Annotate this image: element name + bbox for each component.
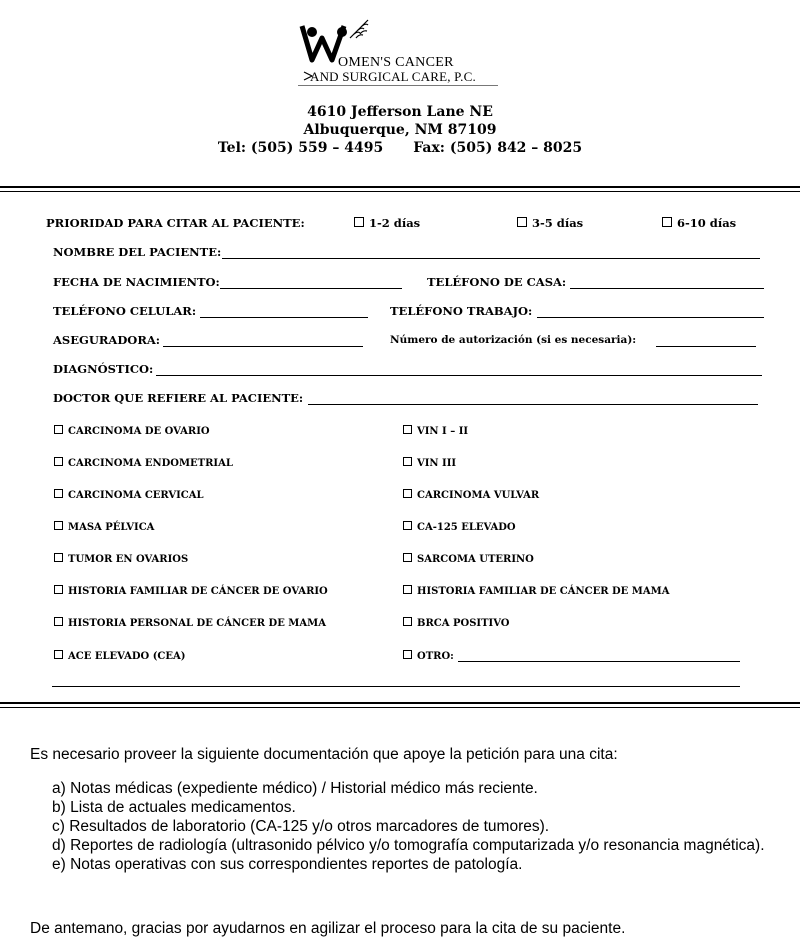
checkbox[interactable] (403, 650, 412, 659)
fax-number: Fax: (505) 842 – 8025 (413, 140, 583, 156)
address-street: 4610 Jefferson Lane NE (307, 104, 493, 120)
closing-note: De antemano, gracias por ayudarnos en agilizar el proceso para la cita de su paciente. (30, 920, 626, 937)
documentation-item: c) Resultados de laboratorio (CA-125 y/o otros marcadores de tumores). (52, 818, 550, 835)
phone-number: Tel: (505) 559 – 4495 (217, 140, 384, 156)
work-phone-label: TELÉFONO TRABAJO: (390, 304, 533, 318)
checkbox[interactable] (54, 457, 63, 466)
condition-label: ACE ELEVADO (CEA) (68, 651, 186, 662)
condition-cervical-carcinoma[interactable] (54, 489, 204, 501)
checkbox[interactable] (54, 650, 63, 659)
documentation-list (52, 779, 792, 874)
documentation-item: d) Reportes de radiología (ultrasonido pélvico y/o tomografía computarizada y/o resonancia magnética). (52, 837, 765, 854)
documentation-item: a) Notas médicas (expediente médico) / Historial médico más reciente. (52, 780, 538, 797)
other-condition-field[interactable] (458, 661, 740, 662)
condition-label: CARCINOMA CERVICAL (68, 490, 204, 501)
priority-option-3-5[interactable] (517, 216, 583, 230)
logo-text-line1: OMEN'S CANCER (338, 55, 454, 70)
condition-label: OTRO: (417, 651, 454, 662)
condition-label: TUMOR EN OVARIOS (68, 554, 189, 565)
condition-label: CA-125 ELEVADO (417, 522, 516, 533)
documentation-item: b) Lista de actuales medicamentos. (52, 799, 296, 816)
condition-ovarian-carcinoma[interactable] (54, 425, 210, 437)
checkbox[interactable] (403, 553, 412, 562)
diagnosis-label: DIAGNÓSTICO: (53, 362, 154, 376)
condition-label: MASA PÉLVICA (68, 522, 155, 533)
priority-option-label: 3-5 días (532, 216, 584, 230)
bottom-rule-thin (0, 707, 800, 708)
documentation-item: e) Notas operativas con sus correspondientes reportes de patología. (52, 856, 523, 873)
condition-label: VIN III (417, 458, 457, 469)
checkbox[interactable] (54, 617, 63, 626)
checkbox[interactable] (662, 217, 672, 227)
checkbox[interactable] (403, 425, 412, 434)
other-condition-field-continued[interactable] (52, 686, 740, 687)
condition-family-breast-history[interactable] (403, 585, 669, 597)
checkbox[interactable] (403, 585, 412, 594)
insurer-field[interactable] (163, 346, 363, 347)
address-city: Albuquerque, NM 87109 (303, 122, 497, 138)
checkbox[interactable] (54, 521, 63, 530)
condition-uterine-sarcoma[interactable] (403, 553, 534, 565)
cell-phone-label: TELÉFONO CELULAR: (53, 304, 197, 318)
priority-option-1-2[interactable] (354, 216, 420, 230)
condition-family-ovarian-history[interactable] (54, 585, 328, 597)
logo-underline (298, 85, 498, 86)
condition-label: CARCINOMA VULVAR (417, 490, 540, 501)
checkbox[interactable] (403, 617, 412, 626)
condition-brca-positive[interactable] (403, 617, 510, 629)
diagnosis-field[interactable] (156, 375, 762, 376)
home-phone-label: TELÉFONO DE CASA: (427, 275, 567, 289)
condition-pelvic-mass[interactable] (54, 521, 154, 533)
birth-date-field[interactable] (220, 288, 402, 289)
condition-label: CARCINOMA ENDOMETRIAL (68, 458, 233, 469)
contact-line (0, 140, 800, 156)
condition-elevated-cea[interactable] (54, 650, 186, 662)
checkbox[interactable] (54, 585, 63, 594)
authorization-label: Número de autorización (si es necesaria): (390, 334, 637, 346)
insurer-label: ASEGURADORA: (53, 333, 161, 347)
home-phone-field[interactable] (570, 288, 764, 289)
condition-personal-breast-history[interactable] (54, 617, 326, 629)
condition-label: CARCINOMA DE OVARIO (68, 426, 210, 437)
condition-vin-i-ii[interactable] (403, 425, 468, 437)
checkbox[interactable] (54, 489, 63, 498)
top-rule-thin (0, 191, 800, 192)
condition-other[interactable] (403, 650, 454, 662)
patient-name-field[interactable] (222, 258, 760, 259)
checkbox[interactable] (517, 217, 527, 227)
cell-phone-field[interactable] (200, 317, 368, 318)
condition-label: HISTORIA PERSONAL DE CÁNCER DE MAMA (68, 618, 326, 629)
top-rule (0, 186, 800, 188)
referring-doctor-field[interactable] (308, 404, 758, 405)
documentation-intro: Es necesario proveer la siguiente documentación que apoye la petición para una cita: (30, 746, 618, 763)
patient-name-label: NOMBRE DEL PACIENTE: (53, 245, 222, 259)
condition-ovarian-tumor[interactable] (54, 553, 188, 565)
checkbox[interactable] (403, 489, 412, 498)
checkbox[interactable] (354, 217, 364, 227)
priority-option-6-10[interactable] (662, 216, 736, 230)
condition-label: BRCA POSITIVO (417, 618, 510, 629)
priority-label: PRIORIDAD PARA CITAR AL PACIENTE: (46, 216, 305, 230)
condition-label: VIN I – II (417, 426, 469, 437)
condition-label: HISTORIA FAMILIAR DE CÁNCER DE OVARIO (68, 586, 328, 597)
priority-option-label: 6-10 días (677, 216, 737, 230)
birth-date-label: FECHA DE NACIMIENTO: (53, 275, 220, 289)
condition-vin-iii[interactable] (403, 457, 456, 469)
condition-vulvar-carcinoma[interactable] (403, 489, 539, 501)
checkbox[interactable] (403, 521, 412, 530)
referring-doctor-label: DOCTOR QUE REFIERE AL PACIENTE: (53, 391, 304, 405)
condition-endometrial-carcinoma[interactable] (54, 457, 233, 469)
authorization-field[interactable] (656, 346, 756, 347)
logo-text-line2: AND SURGICAL CARE, P.C. (310, 69, 476, 84)
condition-label: HISTORIA FAMILIAR DE CÁNCER DE MAMA (417, 586, 670, 597)
checkbox[interactable] (54, 553, 63, 562)
checkbox[interactable] (403, 457, 412, 466)
work-phone-field[interactable] (537, 317, 764, 318)
condition-label: SARCOMA UTERINO (417, 554, 534, 565)
priority-option-label: 1-2 días (369, 216, 421, 230)
condition-elevated-ca125[interactable] (403, 521, 516, 533)
bottom-rule (0, 702, 800, 704)
checkbox[interactable] (54, 425, 63, 434)
